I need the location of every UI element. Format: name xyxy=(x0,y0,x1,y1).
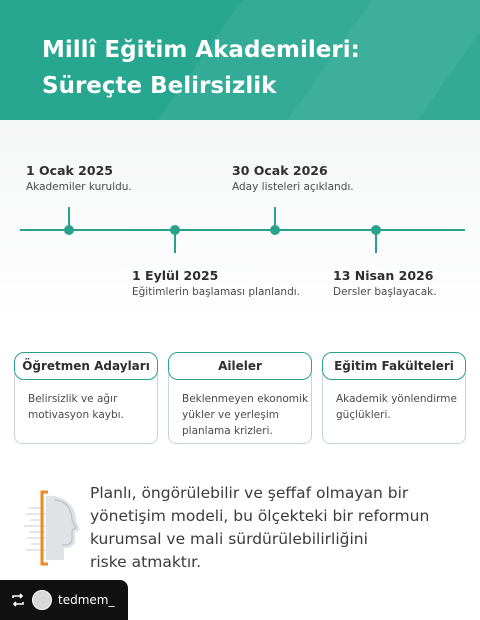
page-title xyxy=(42,32,462,104)
timeline-tick xyxy=(274,207,276,227)
timeline-tick xyxy=(174,233,176,253)
repost-bar[interactable] xyxy=(0,580,128,620)
quote-line: yönetişim modeli, bu ölçekteki bir reformun xyxy=(90,507,430,525)
card-text-line: planlama krizleri. xyxy=(182,425,273,437)
card-text-line: Belirsizlik ve ağır xyxy=(28,393,118,405)
quote-line: kurumsal ve mali sürdürülebilirliğini xyxy=(90,530,368,548)
avatar[interactable] xyxy=(32,590,52,610)
card-title: Aileler xyxy=(168,352,312,380)
timeline-desc: Eğitimlerin başlaması planlandı. xyxy=(132,286,300,298)
timeline-tick xyxy=(375,233,377,253)
timeline-tick xyxy=(68,207,70,227)
timeline-desc: Aday listeleri açıklandı. xyxy=(232,181,354,193)
card-text-line: Akademik yönlendirme xyxy=(336,393,457,405)
card-text xyxy=(28,391,124,423)
card-text xyxy=(182,391,308,439)
card-text xyxy=(336,391,457,423)
timeline-dot xyxy=(64,225,74,235)
timeline-date: 1 Eylül 2025 xyxy=(132,268,219,283)
timeline-date: 1 Ocak 2025 xyxy=(26,163,113,178)
timeline-dot xyxy=(270,225,280,235)
card-text-line: güçlükleri. xyxy=(336,409,391,421)
quote-line: Planlı, öngörülebilir ve şeffaf olmayan bir xyxy=(90,484,409,502)
head-profile-icon xyxy=(24,490,84,570)
timeline-date: 30 Ocak 2026 xyxy=(232,163,328,178)
repost-icon xyxy=(10,592,26,608)
timeline-desc: Dersler başlayacak. xyxy=(333,286,437,298)
header-banner xyxy=(0,0,480,120)
timeline-line xyxy=(20,229,465,231)
title-line-2: Süreçte Belirsizlik xyxy=(42,73,277,99)
card-text-line: yükler ve yerleşim xyxy=(182,409,279,421)
quote-text xyxy=(90,482,470,574)
card-title: Eğitim Fakülteleri xyxy=(322,352,466,380)
account-handle[interactable]: tedmem_ xyxy=(58,593,115,607)
card-text-line: Beklenmeyen ekonomik xyxy=(182,393,309,405)
card-text-line: motivasyon kaybı. xyxy=(28,409,124,421)
card-title: Öğretmen Adayları xyxy=(14,352,158,380)
title-line-1: Millî Eğitim Akademileri: xyxy=(42,37,360,63)
timeline-date: 13 Nisan 2026 xyxy=(333,268,434,283)
timeline-desc: Akademiler kuruldu. xyxy=(26,181,132,193)
quote-line: riske atmaktır. xyxy=(90,553,202,571)
